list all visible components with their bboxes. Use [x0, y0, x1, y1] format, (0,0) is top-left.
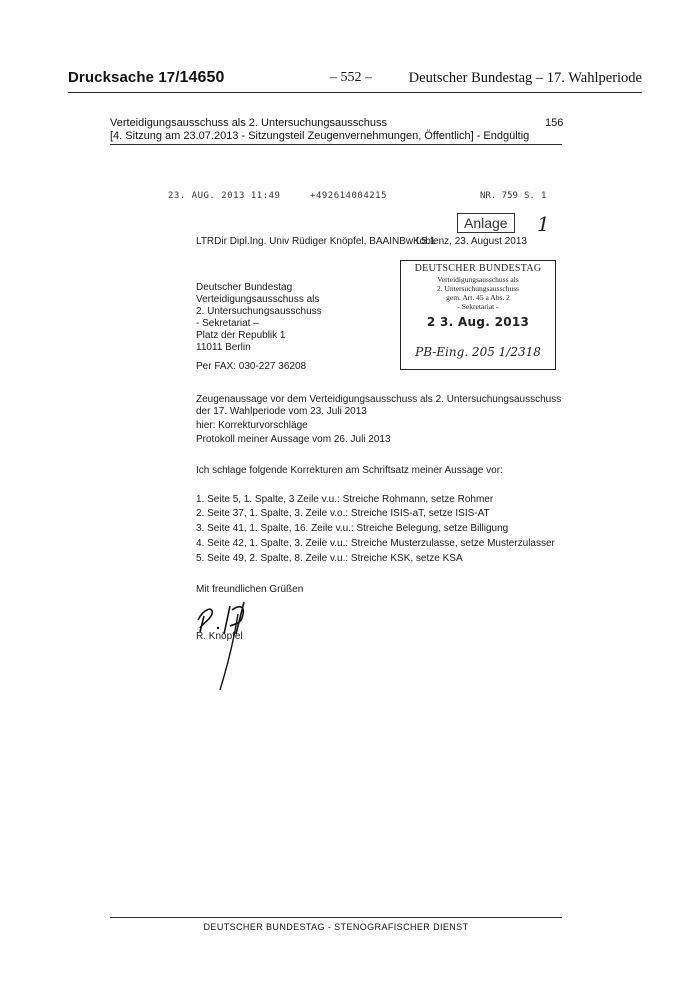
stamp-line: gem. Art. 45 a Abs. 2 — [446, 293, 510, 302]
address-line: - Sekretariat – — [196, 318, 259, 329]
subject-line: der 17. Wahlperiode vom 23. Juli 2013 — [196, 406, 367, 417]
address-line: Verteidigungsausschuss als — [196, 294, 320, 305]
stamp-handwritten-note: PB-Eing. 205 1/2318 — [415, 345, 541, 359]
header-rule — [68, 92, 642, 93]
protocol-page-number: 156 — [545, 117, 564, 129]
correction-item: 5. Seite 49, 2. Spalte, 8. Zeile v.u.: Streiche KSK, setze KSA — [196, 553, 463, 564]
fax-page: 1 — [541, 191, 547, 201]
sender-line: LTRDir Dipl.Ing. Univ Rüdiger Knöpfel, BAAINBw I.5.1 — [196, 236, 436, 247]
corrections-intro: Ich schlage folgende Korrekturen am Schriftsatz meiner Aussage vor: — [196, 465, 503, 476]
stamp-line: 2. Untersuchungsausschuss — [436, 284, 520, 293]
page-number: – 552 – — [330, 70, 372, 85]
address-line: Platz der Republik 1 — [196, 330, 286, 341]
stamp-title: DEUTSCHER BUNDESTAG — [414, 263, 542, 274]
stamp-line: - Sekretariat - — [457, 302, 499, 311]
parliament-period: Deutscher Bundestag – 17. Wahlperiode — [408, 70, 642, 86]
fax-datetime: 23. AUG. 2013 11:49 +492614004215 — [168, 191, 387, 201]
correction-item: 4. Seite 42, 1. Spalte, 3. Zeile v.u.: Streiche Musterzulasse, setze Musterzulasser — [196, 538, 555, 549]
fax-recipient-number: Per FAX: 030-227 36208 — [196, 361, 307, 372]
closing: Mit freundlichen Grüßen — [196, 584, 304, 595]
address-line: 11011 Berlin — [196, 342, 251, 353]
protocol-line: Protokoll meiner Aussage vom 26. Juli 2013 — [196, 434, 391, 445]
place-date: Koblenz, 23. August 2013 — [413, 236, 527, 247]
fax-number: +492614004215 — [310, 191, 387, 201]
fax-transmission-number: NR. 759 — [480, 191, 518, 201]
stamp-line: Verteidigungsausschuss als — [437, 275, 519, 284]
document-number: Drucksache 17/14650 — [68, 69, 225, 86]
receipt-stamp — [400, 260, 556, 370]
session-line: [4. Sitzung am 23.07.2013 - Sitzungsteil Zeugenvernehmungen, Öffentlich] - Endgültig — [110, 130, 530, 142]
subject-hier: hier: Korrekturvorschläge — [196, 420, 308, 431]
committee-line: Verteidigungsausschuss als 2. Untersuchungsausschuss — [110, 117, 387, 129]
signature-name: R. Knöpfel — [196, 631, 243, 642]
handwritten-signature — [190, 594, 270, 694]
correction-item: 2. Seite 37, 1. Spalte, 3. Zeile v.o.: Streiche ISIS-aT, setze ISIS-AT — [196, 508, 490, 519]
address-line: Deutscher Bundestag — [196, 282, 293, 293]
subheader-rule — [110, 144, 562, 145]
annex-box: Anlage — [457, 213, 515, 233]
subject-line: Zeugenaussage vor dem Verteidigungsausschuss als 2. Untersuchungsausschuss — [196, 394, 562, 405]
correction-item: 1. Seite 5, 1. Spalte, 3 Zeile v.u.: Streiche Rohmann, setze Rohmer — [196, 494, 494, 505]
footer-rule — [110, 917, 562, 918]
fax-s-label: S. — [524, 191, 535, 201]
stamp-date: 2 3. Aug. 2013 — [426, 315, 530, 329]
correction-item: 3. Seite 41, 1. Spalte, 16. Zeile v.u.: Streiche Belegung, setze Billigung — [196, 523, 509, 534]
footer-text: DEUTSCHER BUNDESTAG - STENOGRAFISCHER DIENST — [203, 922, 469, 932]
address-line: 2. Untersuchungsausschuss — [196, 306, 322, 317]
annex-number: 1 — [537, 212, 550, 236]
